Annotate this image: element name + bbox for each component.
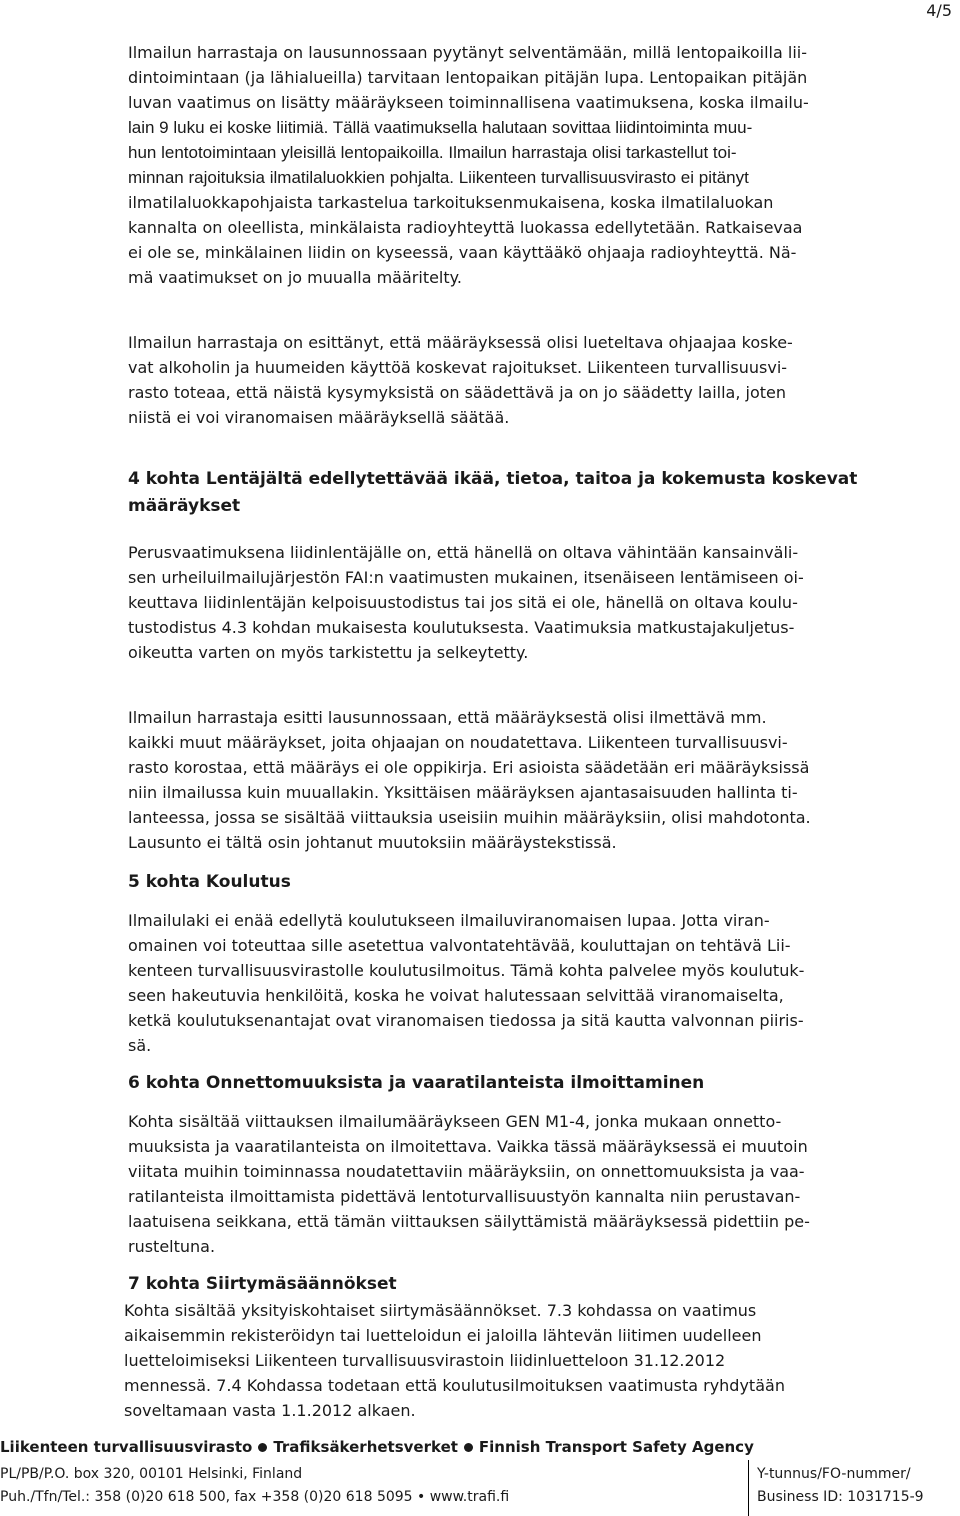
text-line: Ilmailulaki ei enää edellytä koulutukseen ilmailuviranomaisen lupaa. Jotta viran- (128, 911, 770, 930)
paragraph-training (128, 908, 960, 1058)
paragraph-transition (124, 1298, 956, 1423)
bullet-icon (464, 1443, 473, 1452)
agency-name-fi: Liikenteen turvallisuusvirasto (0, 1438, 253, 1456)
document-body (124, 40, 960, 1420)
text-line: kannalta on oleellista, minkälaista radioyhteyttä luokassa edellytetään. Ratkaisevaa (128, 218, 803, 237)
paragraph-alcohol-restrictions (128, 330, 960, 430)
text-line: ketkä koulutuksenantajat ovat viranomaisen tiedossa ja sitä kautta valvonnan piiris- (128, 1011, 804, 1030)
text-line: keuttava liidinlentäjän kelpoisuustodistus tai jos sitä ei ole, hänellä on oltava koulu- (128, 593, 798, 612)
text-line: omainen voi toteuttaa sille asetettua valvontatehtävää, kouluttajan on tehtävä Lii- (128, 936, 791, 955)
text-line: rasto toteaa, että näistä kysymyksistä on säädettävä ja on jo säädetty lailla, joten (128, 383, 787, 402)
paragraph-other-regulations (128, 705, 960, 855)
text-line: vat alkoholin ja huumeiden käyttöä koskevat rajoitukset. Liikenteen turvallisuusvi- (128, 358, 788, 377)
text-line: Ilmailun harrastaja esitti lausunnossaan, että määräyksestä olisi ilmettävä mm. (128, 708, 767, 727)
business-id: Business ID: 1031715-9 (757, 1489, 924, 1505)
page-number: 4/5 (926, 1, 952, 20)
text-line: hun lentotoimintaan yleisillä lentopaikoilla. Ilmailun harrastaja olisi tarkastellut toi- (128, 143, 737, 162)
agency-name-sv: Trafiksäkerhetsverket (273, 1438, 458, 1456)
heading-line: 7 kohta Siirtymäsäännökset (128, 1274, 397, 1294)
text-line: ratilanteista ilmoittamista pidettävä lentoturvallisuustyön kannalta niin perustavan- (128, 1187, 801, 1206)
text-line: Ilmailun harrastaja on lausunnossaan pyytänyt selventämään, millä lentopaikoilla lii- (128, 43, 807, 62)
business-id-label: Y-tunnus/FO-nummer/ (757, 1466, 911, 1482)
text-line: ei ole se, minkälainen liidin on kyseessä, vaan käyttääkö ohjaaja radioyhteyttä. Nä- (128, 243, 797, 262)
section-4-heading (128, 466, 960, 520)
heading-line: 5 kohta Koulutus (128, 872, 291, 892)
text-line: kaikki muut määräykset, joita ohjaajan on noudatettava. Liikenteen turvallisuusvi- (128, 733, 788, 752)
section-5-heading (128, 869, 960, 896)
text-line: Kohta sisältää viittauksen ilmailumääräykseen GEN M1-4, jonka mukaan onnetto- (128, 1112, 782, 1131)
paragraph-incident-reporting (128, 1109, 960, 1259)
paragraph-airport-permit (128, 40, 960, 290)
text-line: soveltamaan vasta 1.1.2012 alkaen. (124, 1401, 416, 1420)
text-line: rusteltuna. (128, 1237, 216, 1256)
heading-line: määräykset (128, 496, 241, 516)
text-line: laatuisena seikkana, että tämän viittauksen säilyttämistä määräyksessä pidettiin pe- (128, 1212, 810, 1231)
text-line: dintoimintaan (ja lähialueilla) tarvitaan lentopaikan pitäjän lupa. Lentopaikan pitäjän (128, 68, 808, 87)
text-line: aikaisemmin rekisteröidyn tai luetteloidun ei jaloilla lähtevän liitimen uudelleen (124, 1326, 762, 1345)
text-line: Kohta sisältää yksityiskohtaiset siirtymäsäännökset. 7.3 kohdassa on vaatimus (124, 1301, 757, 1320)
agency-name-en: Finnish Transport Safety Agency (478, 1438, 754, 1456)
text-line: rasto korostaa, että määräys ei ole oppikirja. Eri asioista säädetään eri määräyksissä (128, 758, 810, 777)
heading-line: 4 kohta Lentäjältä edellytettävää ikää, tietoa, taitoa ja kokemusta koskevat (128, 469, 858, 489)
text-line: lanteessa, jossa se sisältää viittauksia useisiin muihin määräyksiin, olisi mahdotonta. (128, 808, 811, 827)
text-line: Lausunto ei tältä osin johtanut muutoksiin määräystekstissä. (128, 833, 617, 852)
text-line: mennessä. 7.4 Kohdassa todetaan että koulutusilmoituksen vaatimusta ryhdytään (124, 1376, 785, 1395)
text-line: oikeutta varten on myös tarkistettu ja selkeytetty. (128, 643, 529, 662)
text-line: sä. (128, 1036, 152, 1055)
text-line: mä vaatimukset on jo muualla määritelty. (128, 268, 462, 287)
text-line: Perusvaatimuksena liidinlentäjälle on, että hänellä on oltava vähintään kansainväli- (128, 543, 799, 562)
text-line: niistä ei voi viranomaisen määräyksellä säätää. (128, 408, 510, 427)
text-line: muuksista ja vaaratilanteista on ilmoitettava. Vaikka tässä määräyksessä ei muutoin (128, 1137, 808, 1156)
heading-line: 6 kohta Onnettomuuksista ja vaaratilanteista ilmoittaminen (128, 1073, 705, 1093)
footer-address: PL/PB/P.O. box 320, 00101 Helsinki, Finland (0, 1466, 303, 1482)
text-line: luvan vaatimus on lisätty määräykseen toiminnallisena vaatimuksena, koska ilmailu- (128, 93, 809, 112)
text-line: lain 9 luku ei koske liitimiä. Tällä vaatimuksella halutaan sovittaa liidintoiminta muu- (128, 118, 753, 137)
footer-divider (748, 1460, 749, 1516)
text-line: luetteloimiseksi Liikenteen turvallisuusvirastoin liidinluetteloon 31.12.2012 (124, 1351, 726, 1370)
section-6-heading (128, 1070, 960, 1097)
paragraph-pilot-requirements (128, 540, 960, 665)
bullet-icon (258, 1443, 267, 1452)
text-line: viitata muihin toiminnassa noudatettaviin määräyksiin, on onnettomuuksista ja vaa- (128, 1162, 805, 1181)
text-line: sen urheiluilmailujärjestön FAI:n vaatimusten mukainen, itsenäiseen lentämiseen oi- (128, 568, 804, 587)
text-line: ilmatilaluokkapohjaista tarkastelua tarkoituksenmukaisena, koska ilmatilaluokan (128, 193, 774, 212)
section-7-heading (128, 1271, 960, 1298)
text-line: tustodistus 4.3 kohdan mukaisesta koulutuksesta. Vaatimuksia matkustajakuljetus- (128, 618, 795, 637)
text-line: niin ilmailussa kuin muuallakin. Yksittäisen määräyksen ajantasaisuuden hallinta ti- (128, 783, 798, 802)
text-line: seen hakeutuvia henkilöitä, koska he voivat halutessaan selvittää viranomaiselta, (128, 986, 784, 1005)
text-line: kenteen turvallisuusvirastolle koulutusilmoitus. Tämä kohta palvelee myös koulutuk- (128, 961, 805, 980)
agency-names (0, 1438, 754, 1456)
footer-phone: Puh./Tfn/Tel.: 358 (0)20 618 500, fax +358 (0)20 618 5095 • www.trafi.fi (0, 1489, 510, 1505)
text-line: minnan rajoituksia ilmatilaluokkien pohjalta. Liikenteen turvallisuusvirasto ei pitänyt (128, 168, 749, 187)
text-line: Ilmailun harrastaja on esittänyt, että määräyksessä olisi lueteltava ohjaajaa koske- (128, 333, 793, 352)
